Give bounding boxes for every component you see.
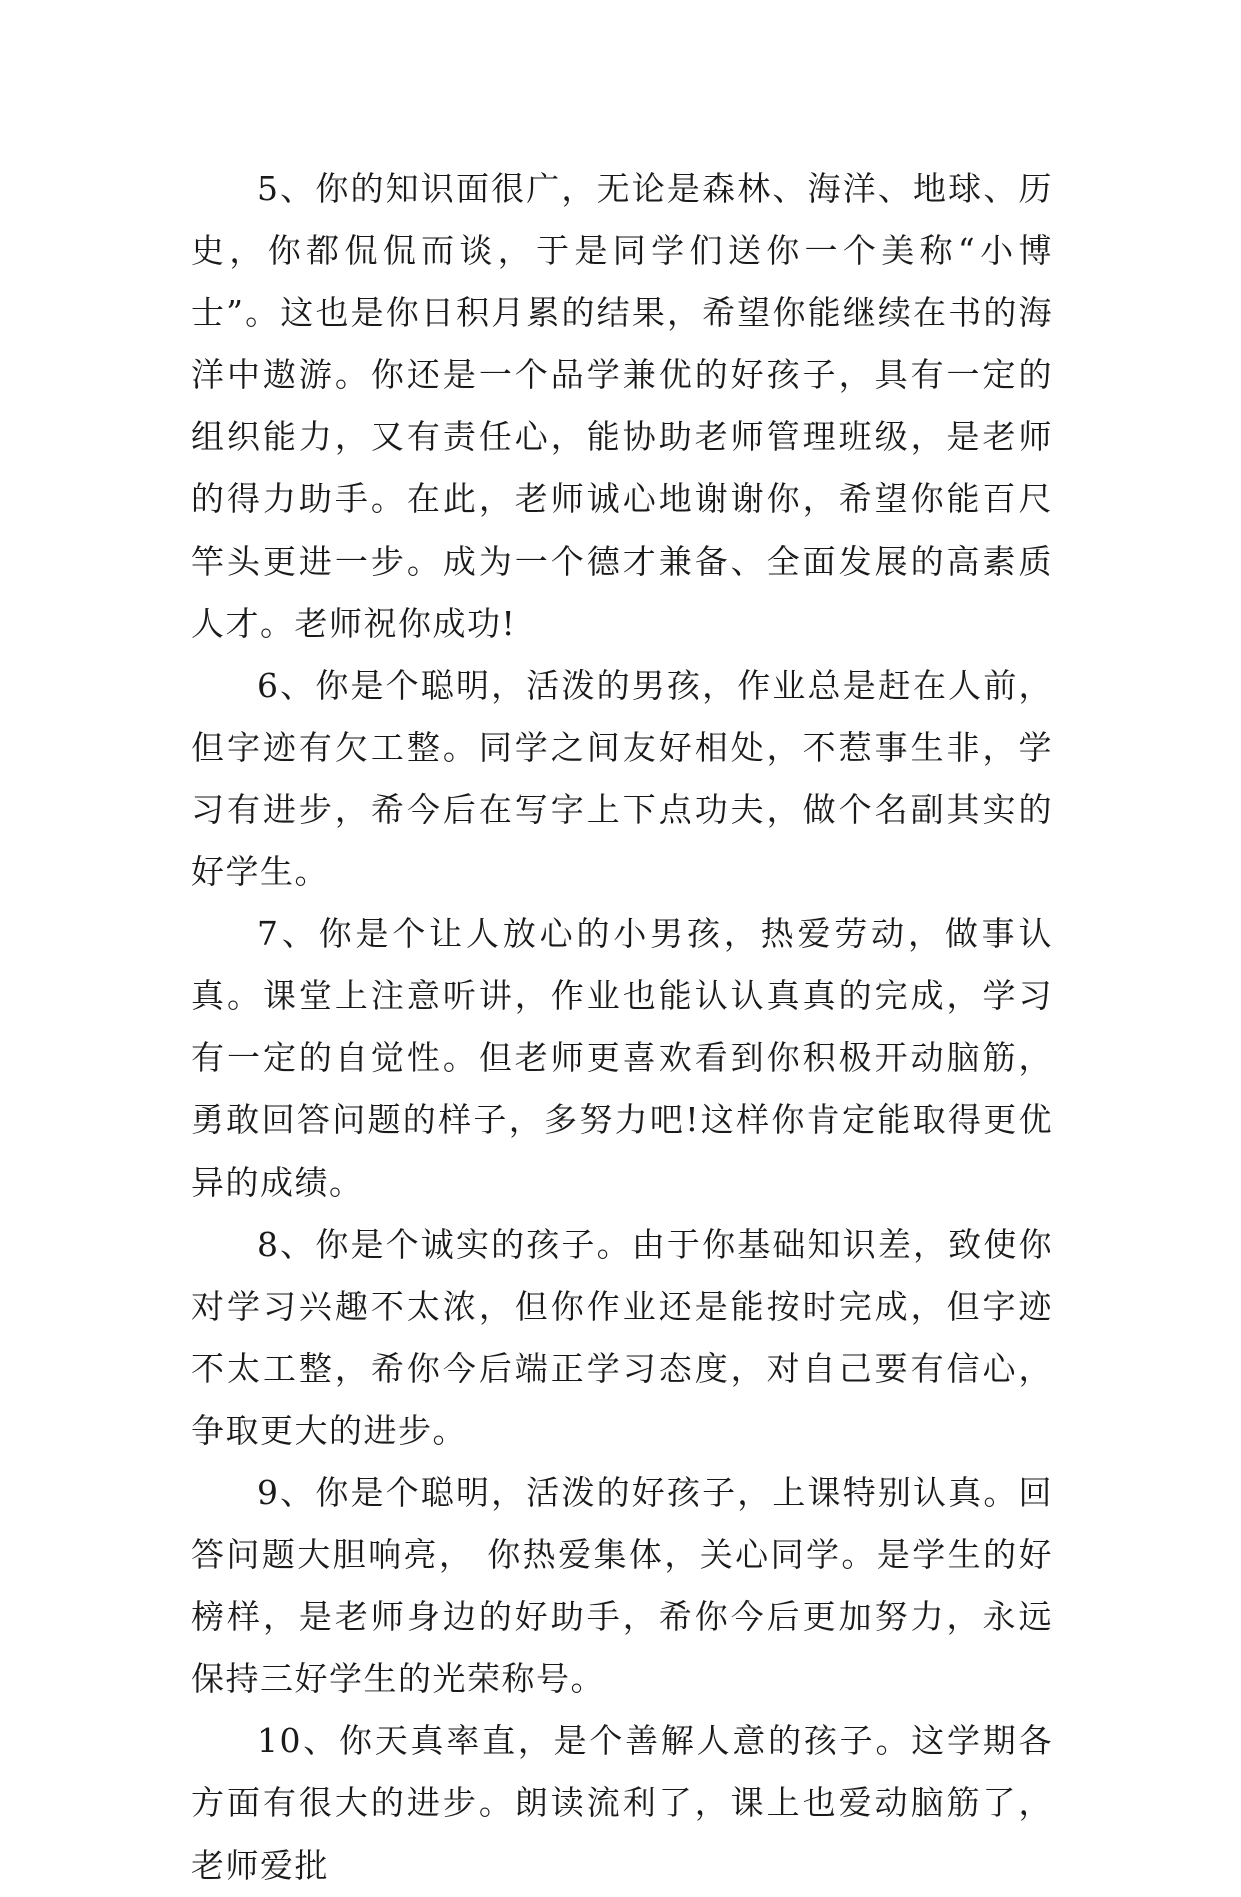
paragraph-7: 7、你是个让人放心的小男孩，热爱劳动，做事认真。课堂上注意听讲，作业也能认认真真的完成，学习有一定的自觉性。但老师更喜欢看到你积极开动脑筋，勇敢回答问题的样子，多努力吧!这样你肯定能取得更优异的成绩。 — [191, 914, 1053, 1202]
paragraph-5: 5、你的知识面很广，无论是森林、海洋、地球、历史，你都侃侃而谈，于是同学们送你一个美称“小博士”。这也是你日积月累的结果，希望你能继续在书的海洋中遨游。你还是一个品学兼优的好孩子，具有一定的组织能力，又有责任心，能协助老师管理班级，是老师的得力助手。在此，老师诚心地谢谢你，希望你能百尺竿头更进一步。成为一个德才兼备、全面发展的高素质人才。老师祝你成功! — [191, 169, 1053, 643]
document-body — [191, 158, 1053, 1897]
paragraph-9: 9、你是个聪明，活泼的好孩子，上课特别认真。回答问题大胆响亮， 你热爱集体，关心同学。是学生的好榜样，是老师身边的好助手，希你今后更加努力，永远保持三好学生的光荣称号。 — [191, 1472, 1053, 1699]
paragraph-6: 6、你是个聪明，活泼的男孩，作业总是赶在人前，但字迹有欠工整。同学之间友好相处，不惹事生非，学习有进步，希今后在写字上下点功夫，做个名副其实的好学生。 — [191, 665, 1053, 892]
paragraph-10: 10、你天真率直，是个善解人意的孩子。这学期各方面有很大的进步。朗读流利了，课上也爱动脑筋了，老师爱批 — [191, 1721, 1053, 1885]
paragraph-8: 8、你是个诚实的孩子。由于你基础知识差，致使你对学习兴趣不太浓，但你作业还是能按时完成，但字迹不太工整，希你今后端正学习态度，对自己要有信心，争取更大的进步。 — [191, 1224, 1053, 1450]
